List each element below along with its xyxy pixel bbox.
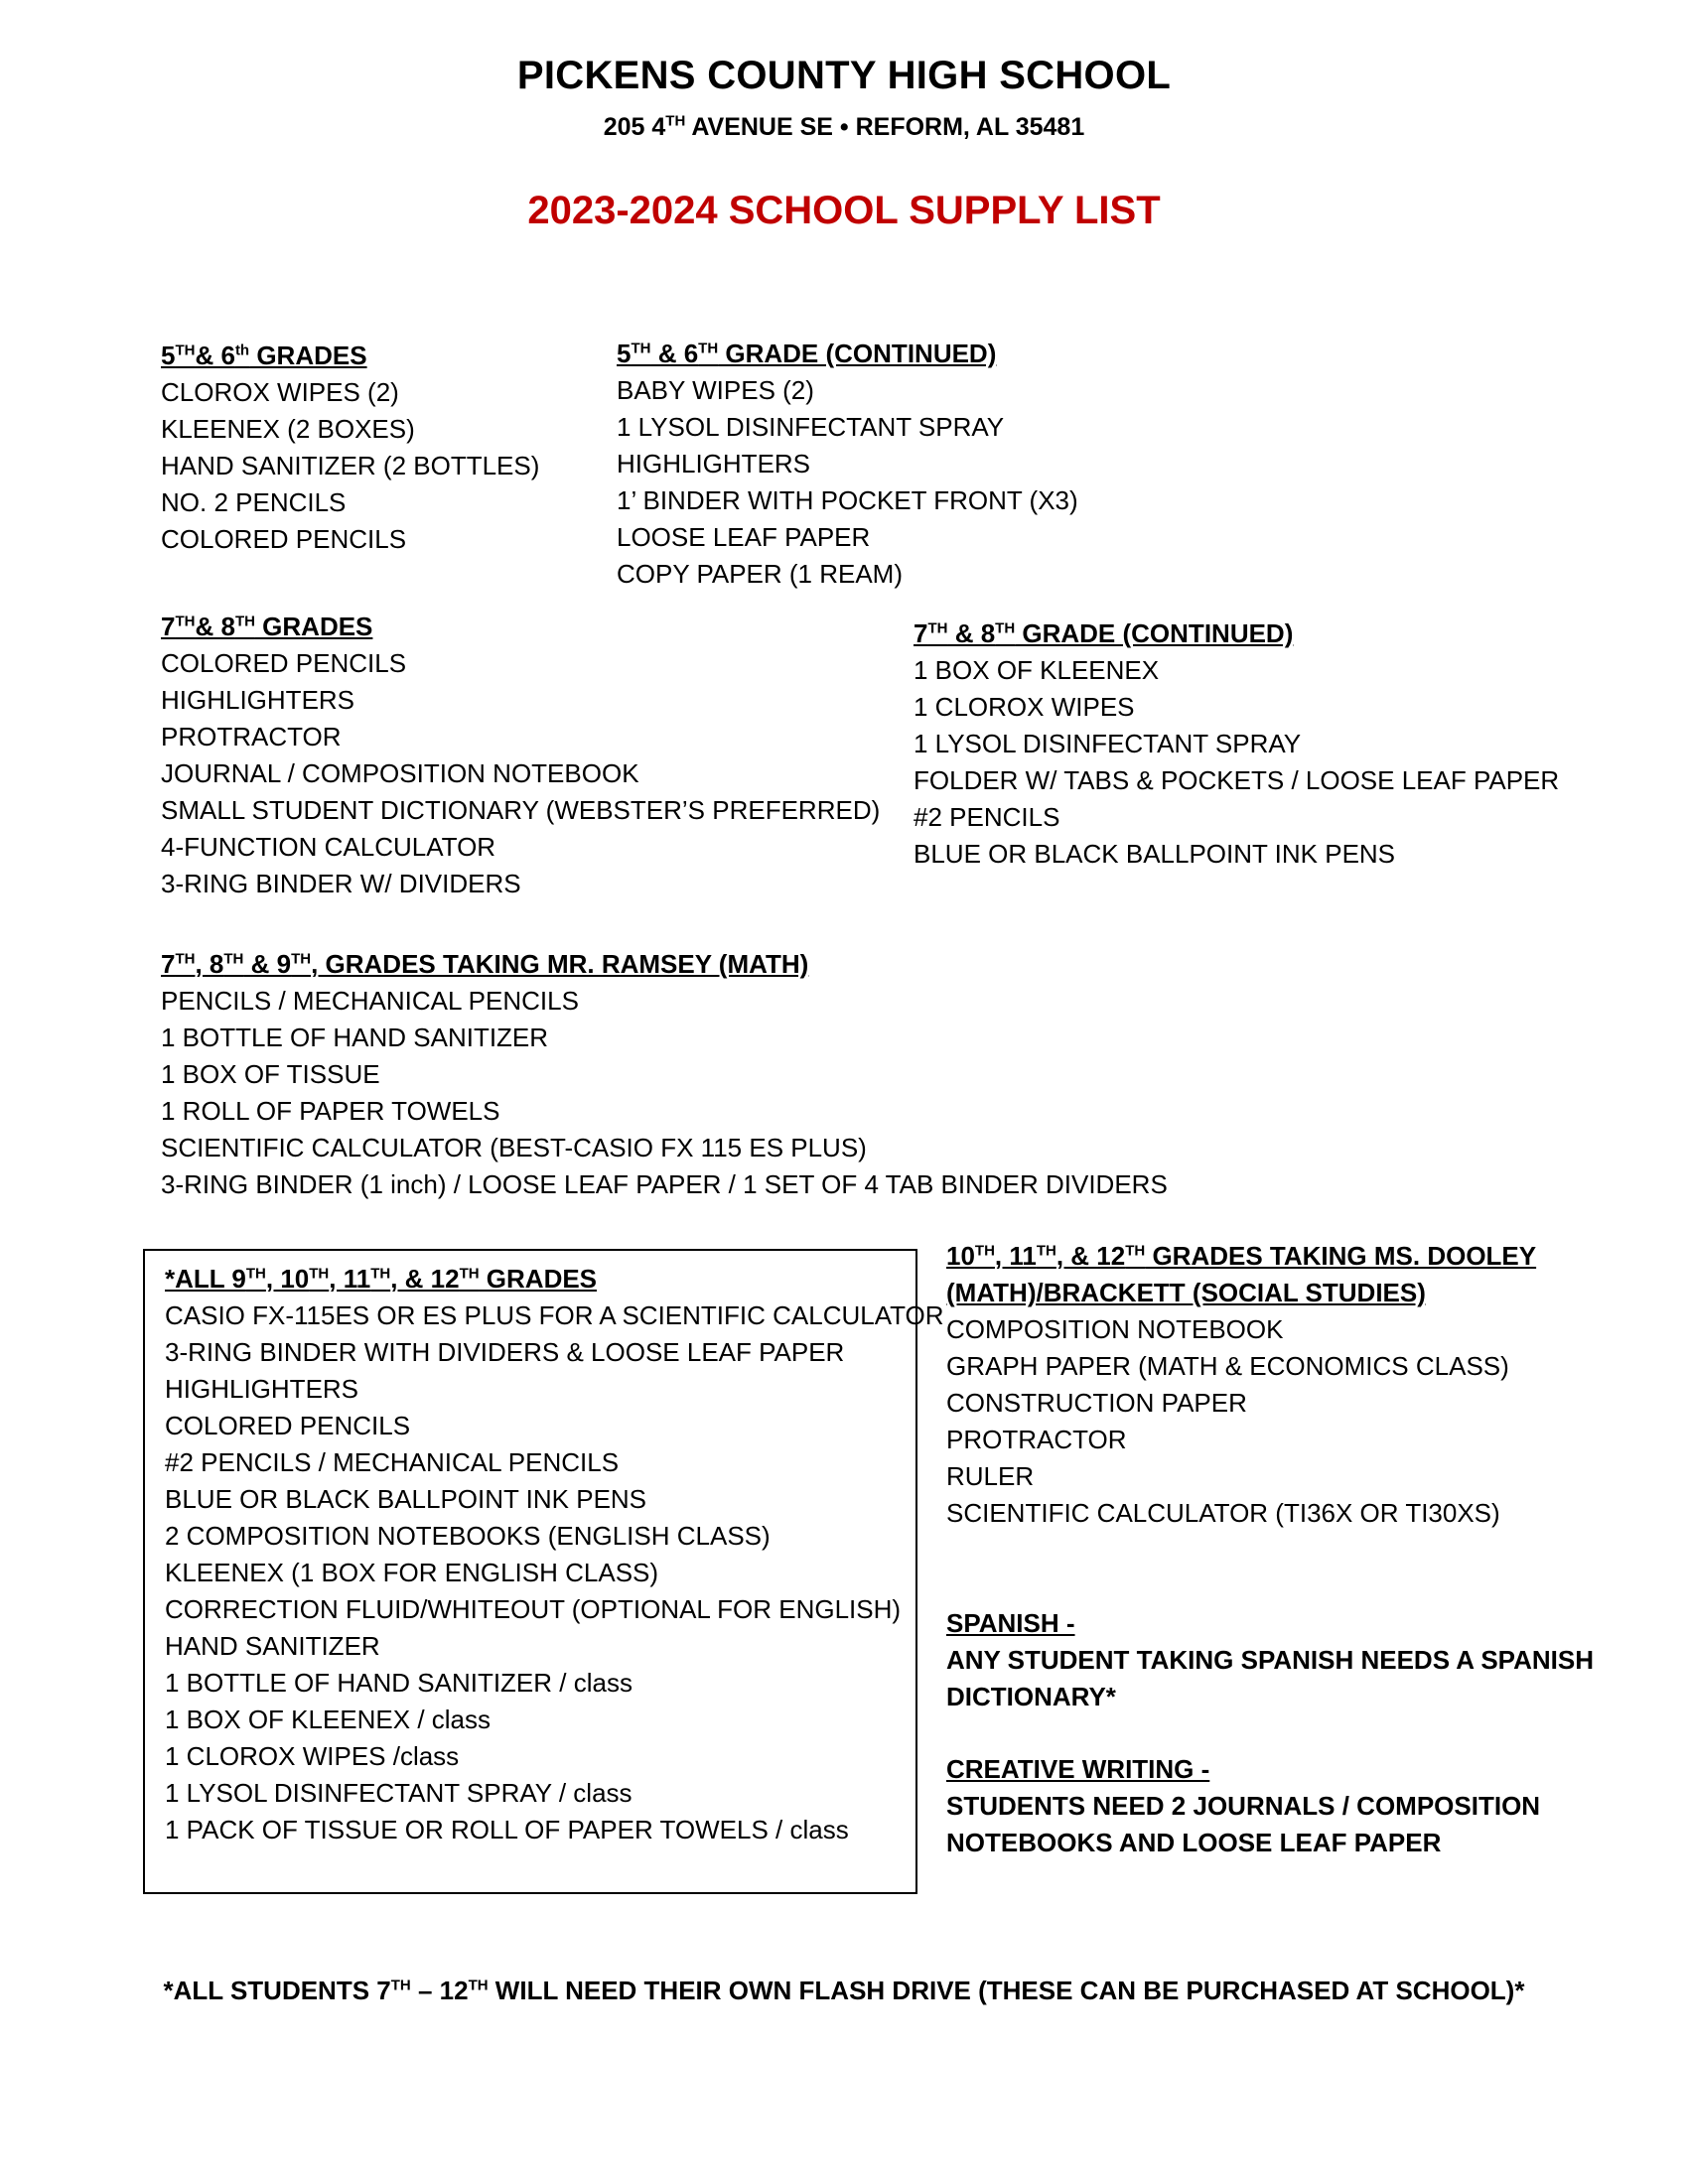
section-heading: 7TH & 8TH GRADE (CONTINUED) (914, 618, 1294, 648)
list-item: CASIO FX-115ES OR ES PLUS FOR A SCIENTIFIC CALCULATOR (165, 1300, 944, 1330)
section-dooley-brackett (946, 1238, 1536, 1532)
list-item: HAND SANITIZER (2 BOTTLES) (161, 451, 540, 480)
list-item: 1 BOTTLE OF HAND SANITIZER / class (165, 1668, 633, 1698)
section-ramsey-math (161, 946, 1168, 1203)
list-item: CONSTRUCTION PAPER (946, 1388, 1247, 1418)
section-5th-6th-continued (617, 336, 1078, 593)
list-item: 4-FUNCTION CALCULATOR (161, 832, 496, 862)
bullet-icon: • (832, 113, 856, 141)
list-item: 1 BOX OF KLEENEX / class (165, 1705, 491, 1734)
list-item: JOURNAL / COMPOSITION NOTEBOOK (161, 758, 639, 788)
list-item: SCIENTIFIC CALCULATOR (BEST-CASIO FX 115 ES PLUS) (161, 1133, 867, 1162)
creative-note-line: STUDENTS NEED 2 JOURNALS / COMPOSITION (946, 1791, 1541, 1821)
list-item: BLUE OR BLACK BALLPOINT INK PENS (914, 839, 1396, 869)
list-item: KLEENEX (2 BOXES) (161, 414, 415, 444)
list-item: COMPOSITION NOTEBOOK (946, 1314, 1284, 1344)
section-heading: 7TH& 8TH GRADES (161, 612, 373, 641)
flash-drive-note: *ALL STUDENTS 7TH – 12TH WILL NEED THEIR OWN FLASH DRIVE (THESE CAN BE PURCHASED AT SCHOOL)* (163, 1976, 1525, 2005)
list-item: KLEENEX (1 BOX FOR ENGLISH CLASS) (165, 1558, 659, 1587)
list-item: RULER (946, 1461, 1035, 1491)
list-item: PENCILS / MECHANICAL PENCILS (161, 986, 579, 1016)
creative-note-line: NOTEBOOKS AND LOOSE LEAF PAPER (946, 1828, 1442, 1857)
list-item: COPY PAPER (1 REAM) (617, 559, 903, 589)
list-item: 1 PACK OF TISSUE OR ROLL OF PAPER TOWELS / class (165, 1815, 849, 1844)
section-heading: *ALL 9TH, 10TH, 11TH, & 12TH GRADES (165, 1264, 598, 1294)
list-item: 1 BOX OF TISSUE (161, 1059, 380, 1089)
list-item: 1 CLOROX WIPES (914, 692, 1135, 722)
section-heading: 5TH & 6TH GRADE (CONTINUED) (617, 339, 997, 368)
supply-list-title: 2023-2024 SCHOOL SUPPLY LIST (527, 189, 1161, 232)
spanish-note-line: DICTIONARY* (946, 1682, 1116, 1711)
section-creative-writing (946, 1751, 1540, 1861)
list-item: 1’ BINDER WITH POCKET FRONT (X3) (617, 485, 1078, 515)
list-item: COLORED PENCILS (165, 1411, 411, 1440)
list-item: 3-RING BINDER WITH DIVIDERS & LOOSE LEAF PAPER (165, 1337, 845, 1367)
list-item: HIGHLIGHTERS (161, 685, 355, 715)
list-item: 1 LYSOL DISINFECTANT SPRAY (617, 412, 1005, 442)
list-item: GRAPH PAPER (MATH & ECONOMICS CLASS) (946, 1351, 1509, 1381)
list-item: HIGHLIGHTERS (165, 1374, 359, 1404)
school-address: 205 4TH AVENUE SE • REFORM, AL 35481 (603, 112, 1085, 141)
list-item: 1 LYSOL DISINFECTANT SPRAY (914, 729, 1302, 758)
section-spanish (946, 1605, 1594, 1715)
section-heading-line2: (MATH)/BRACKETT (SOCIAL STUDIES) (946, 1278, 1426, 1307)
list-item: COLORED PENCILS (161, 648, 407, 678)
section-all-9-12-grades (165, 1261, 944, 1848)
list-item: CORRECTION FLUID/WHITEOUT (OPTIONAL FOR ENGLISH) (165, 1594, 902, 1624)
section-7th-8th-grades (161, 609, 880, 902)
list-item: HIGHLIGHTERS (617, 449, 811, 478)
list-item: 1 BOTTLE OF HAND SANITIZER (161, 1023, 549, 1052)
school-name: PICKENS COUNTY HIGH SCHOOL (516, 54, 1172, 97)
section-heading: SPANISH - (946, 1608, 1075, 1638)
list-item: 1 LYSOL DISINFECTANT SPRAY / class (165, 1778, 633, 1808)
section-heading: 5TH& 6th GRADES (161, 341, 367, 370)
list-item: 1 BOX OF KLEENEX (914, 655, 1160, 685)
list-item: PROTRACTOR (946, 1425, 1127, 1454)
list-item: 2 COMPOSITION NOTEBOOKS (ENGLISH CLASS) (165, 1521, 771, 1551)
list-item: BLUE OR BLACK BALLPOINT INK PENS (165, 1484, 647, 1514)
list-item: NO. 2 PENCILS (161, 487, 347, 517)
list-item: LOOSE LEAF PAPER (617, 522, 871, 552)
list-item: FOLDER W/ TABS & POCKETS / LOOSE LEAF PAPER (914, 765, 1560, 795)
list-item: 1 ROLL OF PAPER TOWELS (161, 1096, 500, 1126)
list-item: SMALL STUDENT DICTIONARY (WEBSTER’S PREFERRED) (161, 795, 881, 825)
list-item: 1 CLOROX WIPES /class (165, 1741, 460, 1771)
section-5th-6th-grades (161, 338, 539, 558)
spanish-note-line: ANY STUDENT TAKING SPANISH NEEDS A SPANISH (946, 1645, 1594, 1675)
list-item: HAND SANITIZER (165, 1631, 380, 1661)
list-item: 3-RING BINDER (1 inch) / LOOSE LEAF PAPER / 1 SET OF 4 TAB BINDER DIVIDERS (161, 1169, 1168, 1199)
list-item: COLORED PENCILS (161, 524, 407, 554)
list-item: PROTRACTOR (161, 722, 342, 751)
section-heading: 7TH, 8TH & 9TH, GRADES TAKING MR. RAMSEY (MATH) (161, 949, 809, 979)
section-heading: CREATIVE WRITING - (946, 1754, 1210, 1784)
list-item: BABY WIPES (2) (617, 375, 814, 405)
list-item: CLOROX WIPES (2) (161, 377, 399, 407)
section-heading: 10TH, 11TH, & 12TH GRADES TAKING MS. DOOLEY (946, 1241, 1537, 1271)
list-item: 3-RING BINDER W/ DIVIDERS (161, 869, 521, 898)
list-item: #2 PENCILS / MECHANICAL PENCILS (165, 1447, 620, 1477)
list-item: #2 PENCILS (914, 802, 1060, 832)
section-7th-8th-continued (914, 615, 1559, 873)
list-item: SCIENTIFIC CALCULATOR (TI36X OR TI30XS) (946, 1498, 1500, 1528)
